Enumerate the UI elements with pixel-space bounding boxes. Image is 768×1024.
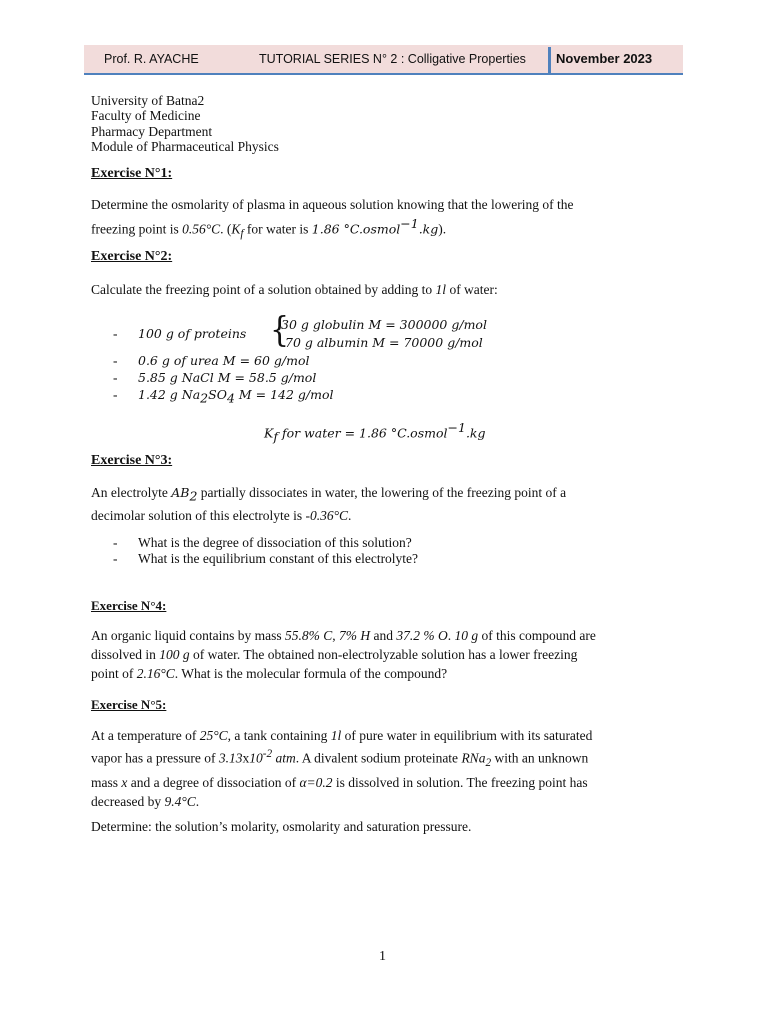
exercise-4-text: [91, 626, 677, 683]
ex1-kf-subscript: f: [240, 228, 244, 241]
ex4-value: 55.8% C: [284, 628, 333, 643]
ex4-text: .: [447, 628, 455, 643]
affiliation-module: Module of Pharmaceutical Physics: [91, 138, 279, 154]
ex2-text: Calculate the freezing point of a solution obtained by adding to: [91, 282, 436, 297]
ex1-line1: Determine the osmolarity of plasma in aqueous solution knowing that the lowering of the: [91, 197, 574, 212]
ex5-compound: RNa: [461, 750, 486, 766]
ex5-value: 3.13: [218, 750, 243, 766]
ex2-subscript: 2: [200, 390, 209, 406]
ex2-item-urea: - 0.6 g of urea M = 60 g/mol: [113, 353, 310, 368]
ex2-item-nacl: - 5.85 g NaCl M = 58.5 g/mol: [113, 370, 317, 385]
ex4-value: 100 g: [159, 647, 190, 662]
ex1-text: freezing point is: [91, 221, 183, 237]
ex3-q1-text: What is the degree of dissociation of this solution?: [138, 535, 412, 550]
ex2-kf-formula: [264, 420, 486, 444]
ex1-kf-unit: .kg: [418, 221, 439, 237]
affiliation-university: University of Batna2: [91, 93, 205, 108]
ex5-unit: atm: [272, 750, 296, 766]
ex5-exponent: -2: [262, 748, 273, 760]
ex4-text: . What is the molecular formula of the compound?: [174, 666, 448, 681]
kf-unit: .kg: [465, 425, 486, 441]
ex5-text: mass: [91, 775, 122, 791]
header-date: November 2023: [556, 51, 653, 66]
ex4-text: of this compound are: [478, 628, 596, 643]
ex3-subscript: 2: [189, 488, 198, 504]
ex5-text: . A divalent sodium proteinate: [295, 750, 462, 766]
ex1-kf-value: 1.86 °C.osmol: [311, 221, 401, 237]
exercise-4-title: Exercise N°4:: [91, 598, 167, 613]
ex1-value: 0.56°C: [182, 221, 221, 237]
kf-subscript: f: [273, 429, 278, 445]
ex2-item-proteins: - 100 g of proteins: [113, 326, 247, 341]
ex5-text: and a degree of dissociation of: [127, 775, 300, 791]
ex5-text: of pure water in equilibrium with its saturated: [341, 728, 593, 743]
ex3-text: .: [347, 507, 352, 523]
ex5-text: with an unknown: [491, 750, 589, 766]
exercise-5-title: Exercise N°5:: [91, 697, 167, 712]
kf-exponent: −1: [447, 420, 466, 435]
ex3-text: partially dissociates in water, the lowering of the freezing point of a: [197, 485, 567, 500]
ex4-value: 7% H: [338, 628, 371, 643]
exercise-3-text: [91, 483, 677, 525]
header-series-title: TUTORIAL SERIES N° 2 : Colligative Properties: [259, 52, 526, 66]
ex2-globulin: 30 g globulin M = 300000 g/mol: [281, 317, 487, 332]
exercise-1-title: Exercise N°1:: [91, 166, 173, 181]
ex5-value: α=0.2: [299, 775, 333, 791]
ex5-subscript: 2: [485, 757, 492, 770]
ex5-value: 25°C: [199, 728, 228, 743]
ex2-subscript: 4: [226, 390, 235, 406]
ex4-text: point of: [91, 666, 137, 681]
affiliation-block: [91, 93, 677, 154]
ex5-text: is dissolved in solution. The freezing point has: [332, 775, 588, 791]
ex5-value: x: [121, 775, 128, 791]
affiliation-department: Pharmacy Department: [91, 123, 213, 139]
ex2-text: of water:: [446, 282, 498, 297]
ex4-text: ,: [332, 628, 339, 643]
ex4-text: An organic liquid contains by mass: [91, 628, 285, 643]
ex4-text: and: [370, 628, 397, 643]
ex2-albumin: 70 g albumin M = 70000 g/mol: [285, 335, 483, 350]
ex1-kf-symbol: K: [231, 221, 241, 237]
ex2-volume: 1l: [435, 282, 447, 297]
exercise-2-title: Exercise N°2:: [91, 249, 173, 264]
exercise-1-text: [91, 195, 677, 244]
ex2-na2so4: SO: [208, 387, 227, 402]
exercise-5-text: [91, 726, 677, 811]
curly-brace: {: [270, 310, 290, 351]
ex2-nacl: 5.85 g NaCl M = 58.5 g/mol: [138, 370, 317, 385]
exercise-2-intro: [91, 280, 677, 299]
affiliation-faculty: Faculty of Medicine: [91, 108, 201, 124]
page-header: [84, 45, 683, 75]
header-author: Prof. R. AYACHE: [104, 52, 199, 66]
ex1-text: ).: [438, 221, 447, 237]
ex4-text: dissolved in: [91, 647, 160, 662]
ex4-value: 37.2 % O: [396, 628, 448, 643]
ex5-value: 1l: [330, 728, 342, 743]
ex1-text: . (: [220, 221, 232, 237]
ex2-urea: 0.6 g of urea M = 60 g/mol: [138, 353, 310, 368]
ex5-text: , a tank containing: [227, 728, 331, 743]
ex3-q2-text: What is the equilibrium constant of this electrolyte?: [138, 551, 419, 566]
page-number: 1: [379, 949, 386, 964]
ex3-text: decimolar solution of this electrolyte is: [91, 507, 306, 523]
ex2-na2so4-mass: M = 142 g/mol: [234, 387, 334, 402]
exercise-5-question: Determine: the solution’s molarity, osmolarity and saturation pressure.: [91, 819, 472, 834]
ex5-text: .: [195, 794, 200, 810]
ex1-kf-exponent: −1: [400, 216, 419, 231]
ex1-text: for water is: [243, 221, 312, 237]
ex5-value: 10: [249, 750, 263, 766]
ex3-electrolyte: AB: [171, 485, 190, 500]
header-separator: [548, 47, 551, 73]
ex2-na2so4: 1.42 g Na: [138, 387, 201, 402]
ex5-value: 9.4°C: [164, 794, 196, 810]
ex3-question-2: - What is the equilibrium constant of this electrolyte?: [113, 551, 419, 566]
kf-value: for water = 1.86 °C.osmol: [277, 425, 448, 441]
ex4-value: 2.16°C: [136, 666, 175, 681]
ex4-value: 10 g: [454, 628, 479, 643]
ex2-item-na2so4: - 1.42 g $Na_2SO_4$ M = 142 g/mol: [113, 387, 334, 406]
ex3-question-1: - What is the degree of dissociation of this solution?: [113, 535, 412, 550]
ex5-text: At a temperature of: [91, 728, 200, 743]
ex3-value: -0.36°C: [305, 507, 348, 523]
ex2-proteins: 100 g of proteins: [138, 326, 247, 341]
kf-symbol: K: [264, 425, 274, 441]
exercise-3-title: Exercise N°3:: [91, 453, 173, 468]
ex5-text: x: [242, 750, 250, 766]
ex3-text: An electrolyte: [91, 485, 172, 500]
ex5-text: vapor has a pressure of: [91, 750, 219, 766]
ex4-text: of water. The obtained non-electrolyzable solution has a lower freezing: [189, 647, 578, 662]
ex5-text: decreased by: [91, 794, 165, 810]
